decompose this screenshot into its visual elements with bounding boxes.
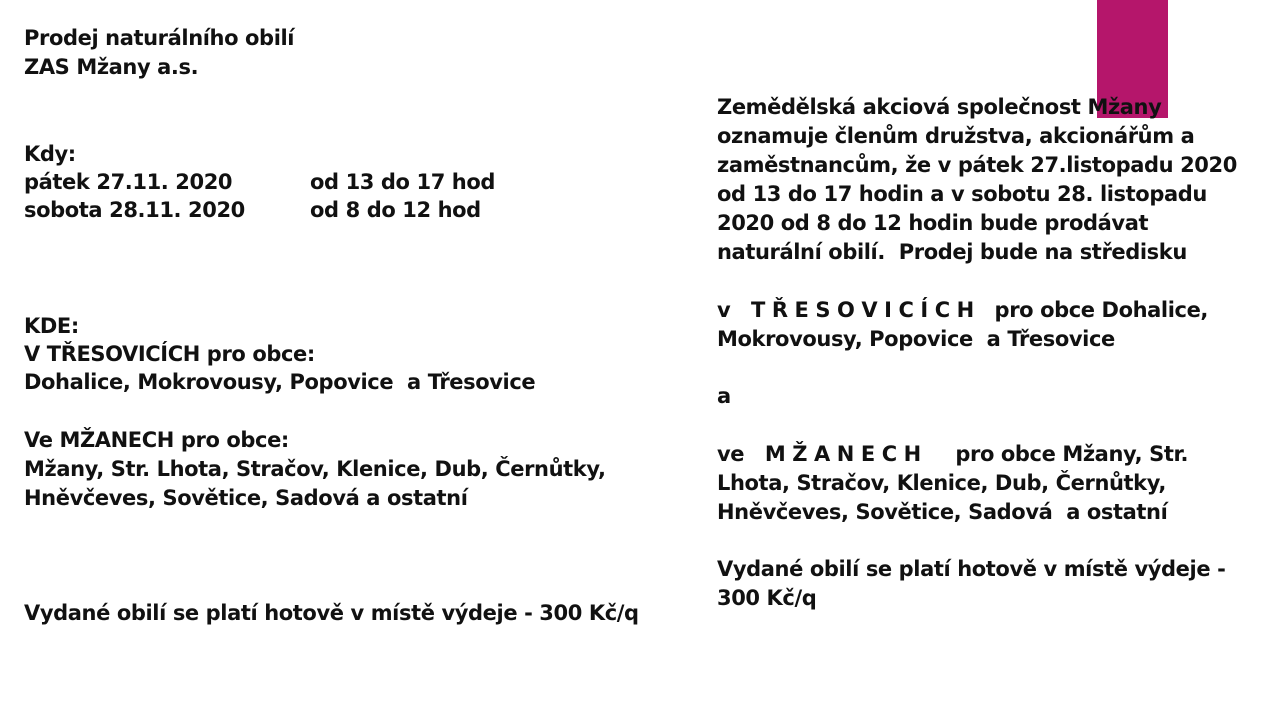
- announcement-payment: [717, 555, 1225, 613]
- conjunction-a: a: [717, 384, 731, 408]
- mzany-villages-line-2: Hněvčeves, Sovětice, Sadová a ostatní: [24, 486, 468, 510]
- intro-line: oznamuje členům družstva, akcionářům a: [717, 124, 1195, 148]
- when-label: Kdy:: [24, 142, 76, 166]
- schedule-day-2: sobota 28.11. 2020: [24, 198, 245, 222]
- mzany-line: ve M Ž A N E C H pro obce Mžany, Str.: [717, 442, 1189, 466]
- intro-line: 2020 od 8 do 12 hodin bude prodávat: [717, 211, 1149, 235]
- title-line-1: Prodej naturálního obilí: [24, 26, 295, 50]
- intro-line: Zemědělská akciová společnost Mžany: [717, 95, 1162, 119]
- payment-note: Vydané obilí se platí hotově v místě výdeje - 300 Kč/q: [24, 601, 639, 625]
- tresovice-line: Mokrovousy, Popovice a Třesovice: [717, 327, 1115, 351]
- tresovice-villages: Dohalice, Mokrovousy, Popovice a Třesovice: [24, 370, 536, 394]
- tresovice-heading: V TŘESOVICÍCH pro obce:: [24, 342, 315, 366]
- announcement-intro: [717, 93, 1237, 267]
- mzany-heading: Ve MŽANECH pro obce:: [24, 428, 289, 452]
- schedule-time-2: od 8 do 12 hod: [310, 198, 481, 222]
- announcement-tresovice: [717, 296, 1208, 354]
- tresovice-line: v T Ř E S O V I C Í C H pro obce Dohalice,: [717, 298, 1208, 322]
- title-line-2: ZAS Mžany a.s.: [24, 55, 199, 79]
- intro-line: od 13 do 17 hodin a v sobotu 28. listopadu: [717, 182, 1207, 206]
- schedule-time-1: od 13 do 17 hod: [310, 170, 496, 194]
- payment-line: 300 Kč/q: [717, 586, 817, 610]
- announcement-mzany: [717, 440, 1188, 527]
- where-label: KDE:: [24, 314, 79, 338]
- payment-line: Vydané obilí se platí hotově v místě výdeje -: [717, 557, 1226, 581]
- schedule-day-1: pátek 27.11. 2020: [24, 170, 233, 194]
- intro-line: naturální obilí. Prodej bude na středisku: [717, 240, 1187, 264]
- mzany-line: Hněvčeves, Sovětice, Sadová a ostatní: [717, 500, 1168, 524]
- intro-line: zaměstnancům, že v pátek 27.listopadu 2020: [717, 153, 1237, 177]
- mzany-villages-line-1: Mžany, Str. Lhota, Stračov, Klenice, Dub, Černůtky,: [24, 457, 606, 481]
- mzany-line: Lhota, Stračov, Klenice, Dub, Černůtky,: [717, 471, 1166, 495]
